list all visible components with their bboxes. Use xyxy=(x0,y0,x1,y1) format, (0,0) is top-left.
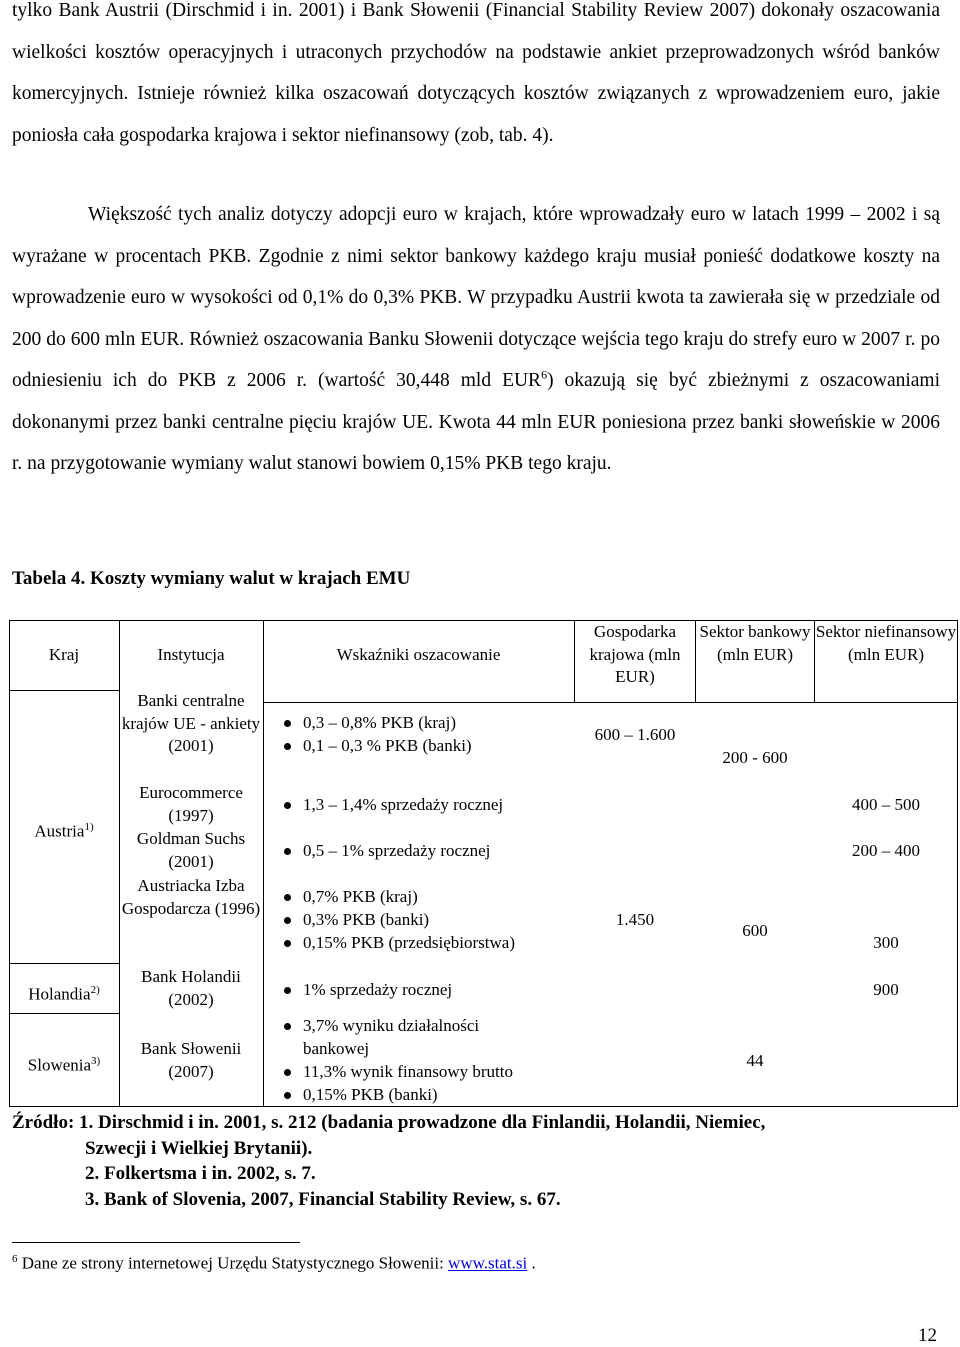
page-number: 12 xyxy=(918,1325,937,1346)
header-kraj: Kraj xyxy=(48,645,80,664)
header-sektor-niefinansowy: Sektor niefinansowy (mln EUR) xyxy=(815,622,957,664)
source-line: 3. Bank of Slovenia, 2007, Financial Stability Review, s. 67. xyxy=(85,1188,561,1210)
header-instytucja: Instytucja xyxy=(157,645,225,664)
row-divider-header-kraj xyxy=(9,690,119,691)
value-bankowy-izba: 600 xyxy=(742,921,768,940)
paragraph-1: tylko Bank Austrii (Dirschmid i in. 2001) i Bank Słowenii (Financial Stability Review 2007) dokonały oszacowania wielkości kosztów operacyjnych i utraconych przychodów na podstawie ankiet przeprowadzonych wśród banków komercyjnych. Istnieje również kilka oszacowań dotyczących kosztów związanych z wprowadzeniem euro, jakie poniosła cała gospodarka krajowa i sektor niefinansowy (zob, tab. 4). xyxy=(12,0,940,146)
footnote-link[interactable]: www.stat.si xyxy=(448,1253,528,1273)
footnote-number: 6 xyxy=(12,1253,18,1265)
value-niefinansowy-goldman: 200 – 400 xyxy=(852,841,920,860)
indicator-item: 1,3 – 1,4% sprzedaży rocznej xyxy=(278,794,503,817)
column-divider-instytucja xyxy=(263,620,264,1107)
footnote-text: Dane ze strony internetowej Urzędu Statystycznego Słowenii: xyxy=(17,1253,449,1273)
source-line: 2. Folkertsma i in. 2002, s. 7. xyxy=(85,1163,316,1184)
header-sektor-bankowy: Sektor bankowy (mln EUR) xyxy=(699,622,811,664)
value-gospodarka-banki: 600 – 1.600 xyxy=(594,725,676,744)
source-line: Szwecji i Wielkiej Brytanii). xyxy=(85,1137,313,1159)
source-line: Źródło: 1. Dirschmid i in. 2001, s. 212 (badania prowadzone dla Finlandii, Holandii, Niemiec, xyxy=(12,1112,766,1133)
indicator-item: 11,3% wynik finansowy brutto xyxy=(278,1061,513,1084)
indicator-item: 0,7% PKB (kraj) xyxy=(278,886,418,909)
indicator-item: 1% sprzedaży rocznej xyxy=(278,979,452,1002)
value-bankowy-slowenii: 44 xyxy=(746,1051,764,1070)
footnote xyxy=(12,1253,536,1274)
institution-banki-centralne: Banki centralne krajów UE - ankiety (2001) xyxy=(121,691,261,755)
table-caption: Tabela 4. Koszty wymiany walut w krajach EMU xyxy=(12,568,411,589)
table-border-right xyxy=(957,620,958,1107)
institution-izba: Austriacka Izba Gospodarcza (1996) xyxy=(121,876,261,918)
header-wskazniki: Wskaźniki oszacowanie xyxy=(336,645,501,664)
institution-bank-holandii: Bank Holandii (2002) xyxy=(141,967,241,1009)
paragraph-2 xyxy=(12,194,940,485)
country-holandia: Holandia$^{2)}$ xyxy=(28,984,100,1004)
paragraph-2-text-b: ) okazują się być zbieżnymi z oszacowaniami dokonanymi przez banki centralne pięciu krajów UE. Kwota 44 mln EUR poniesiona przez banki słoweńskie w 2006 r. na przygotowanie wymiany walut stanowi bowiem 0,15% PKB tego kraju. xyxy=(12,370,941,474)
table-border-left xyxy=(9,620,10,1107)
value-niefinansowy-holandii: 900 xyxy=(873,980,899,999)
header-gospodarka: Gospodarka krajowa (mln EUR) xyxy=(589,622,681,686)
value-gospodarka-izba: 1.450 xyxy=(615,910,655,929)
country-austria: Austria$^{1)}$ xyxy=(34,821,94,841)
row-divider-holandia xyxy=(9,1013,119,1014)
institution-bank-slowenii: Bank Słowenii (2007) xyxy=(140,1039,242,1081)
cost-table xyxy=(9,620,958,1107)
indicator-item: 0,15% PKB (przedsiębiorstwa) xyxy=(278,932,515,955)
footnote-end: . xyxy=(527,1253,536,1273)
indicator-item: 3,7% wyniku działalności xyxy=(278,1015,479,1038)
indicator-item: 0,5 – 1% sprzedaży rocznej xyxy=(278,840,490,863)
value-niefinansowy-eurocommerce: 400 – 500 xyxy=(852,795,920,814)
indicator-item: 0,15% PKB (banki) xyxy=(278,1084,438,1107)
paragraph-2-text-a: Większość tych analiz dotyczy adopcji euro w krajach, które wprowadzały euro w latach 1999 – 2002 i są wyrażane w procentach PKB. Zgodnie z nimi sektor bankowy każdego kraju musiał ponieść dodatkowe koszty na wprowadzenie euro w wysokości od 0,1% do 0,3% PKB. W przypadku Austrii kwota ta zawierała się w przedziale od 200 do 600 mln EUR. Również oszacowania Banku Słowenii dotyczące wejścia tego kraju do strefy euro w 2007 r. po odniesieniu ich do PKB z 2006 r. (wartość 30,448 mld EUR xyxy=(12,204,940,391)
value-niefinansowy-izba: 300 xyxy=(873,933,899,952)
footnote-ref: 6 xyxy=(541,367,548,382)
indicator-item-continued: bankowej xyxy=(303,1039,370,1058)
institution-eurocommerce: Eurocommerce (1997) xyxy=(139,783,243,825)
country-slowenia: Slowenia$^{3)}$ xyxy=(27,1055,101,1075)
row-divider-header-data xyxy=(263,702,957,703)
indicator-item: 0,1 – 0,3 % PKB (banki) xyxy=(278,735,472,758)
footnote-separator xyxy=(12,1242,300,1243)
table-source xyxy=(12,1110,765,1212)
indicator-item: 0,3 – 0,8% PKB (kraj) xyxy=(278,712,456,735)
column-divider-kraj xyxy=(119,620,120,1107)
value-bankowy-banki: 200 - 600 xyxy=(722,748,788,767)
table-border-bottom xyxy=(9,1106,958,1107)
row-divider-austria xyxy=(9,963,119,964)
indicator-item: 0,3% PKB (banki) xyxy=(278,909,429,932)
institution-goldman: Goldman Suchs (2001) xyxy=(136,829,246,871)
